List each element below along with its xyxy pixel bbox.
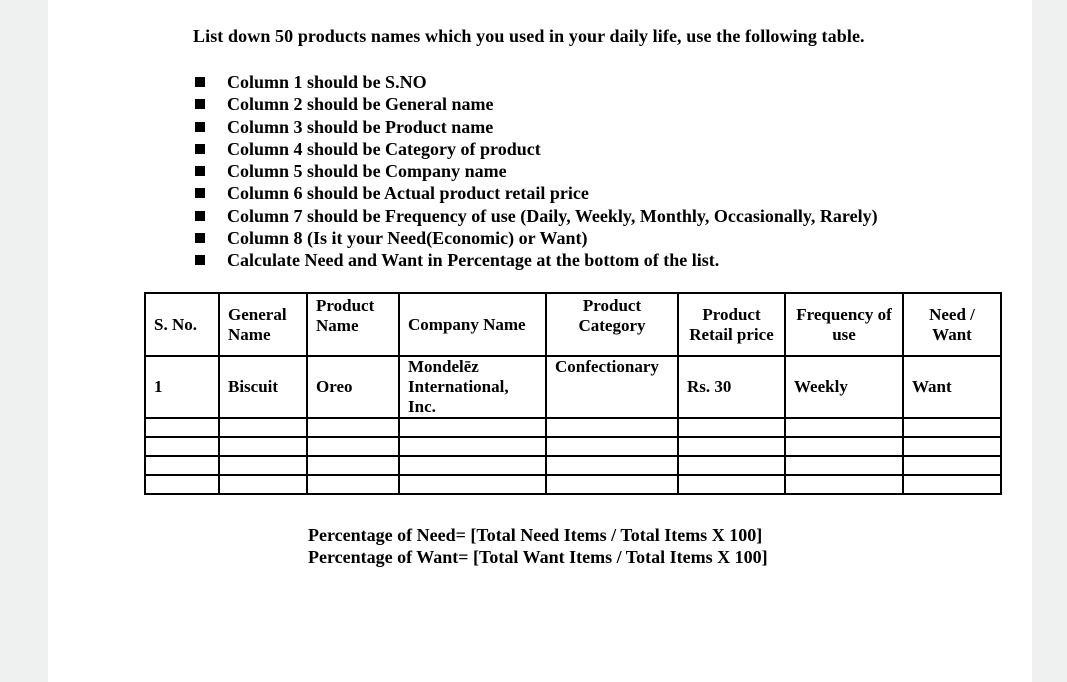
instruction-item: Column 8 (Is it your Need(Economic) or Want) [193,227,878,249]
instruction-list [193,71,878,272]
square-bullet-icon [195,233,205,243]
square-bullet-icon [195,255,205,265]
cell-general-name: Biscuit [219,356,307,418]
instruction-item: Calculate Need and Want in Percentage at the bottom of the list. [193,249,878,271]
instruction-item: Column 7 should be Frequency of use (Daily, Weekly, Monthly, Occasionally, Rarely) [193,205,878,227]
square-bullet-icon [195,122,205,132]
square-bullet-icon [195,77,205,87]
header-frequency: Frequency of use [785,293,903,356]
header-company-name: Company Name [399,293,546,356]
cell-company-name: Mondelēz International, Inc. [399,356,546,418]
want-formula: Percentage of Want= [Total Want Items / Total Items X 100] [308,547,768,567]
products-table [144,292,1002,495]
cell-product-category: Confectionary [546,356,678,418]
table-row [145,356,1001,418]
empty-table-row [145,475,1001,494]
document-page [48,0,1032,682]
instruction-item: Column 6 should be Actual product retail price [193,182,878,204]
percentage-formulas [308,524,768,568]
header-need-want: Need / Want [903,293,1001,356]
header-product-category: Product Category [546,293,678,356]
instruction-item: Column 1 should be S.NO [193,71,878,93]
header-general-name: General Name [219,293,307,356]
header-retail-price: Product Retail price [678,293,785,356]
cell-product-name: Oreo [307,356,399,418]
cell-retail-price: Rs. 30 [678,356,785,418]
header-product-name: Product Name [307,293,399,356]
cell-need-want: Want [903,356,1001,418]
instruction-item: Column 4 should be Category of product [193,138,878,160]
square-bullet-icon [195,99,205,109]
cell-frequency: Weekly [785,356,903,418]
table-header-row [145,293,1001,356]
assignment-title: List down 50 products names which you used in your daily life, use the following table. [193,26,865,46]
square-bullet-icon [195,188,205,198]
instruction-item: Column 2 should be General name [193,93,878,115]
empty-table-row [145,456,1001,475]
need-formula: Percentage of Need= [Total Need Items / Total Items X 100] [308,525,763,545]
instruction-item: Column 3 should be Product name [193,116,878,138]
square-bullet-icon [195,166,205,176]
cell-sno: 1 [145,356,219,418]
square-bullet-icon [195,211,205,221]
instruction-item: Column 5 should be Company name [193,160,878,182]
empty-table-row [145,437,1001,456]
square-bullet-icon [195,144,205,154]
empty-table-row [145,418,1001,437]
header-sno: S. No. [145,293,219,356]
